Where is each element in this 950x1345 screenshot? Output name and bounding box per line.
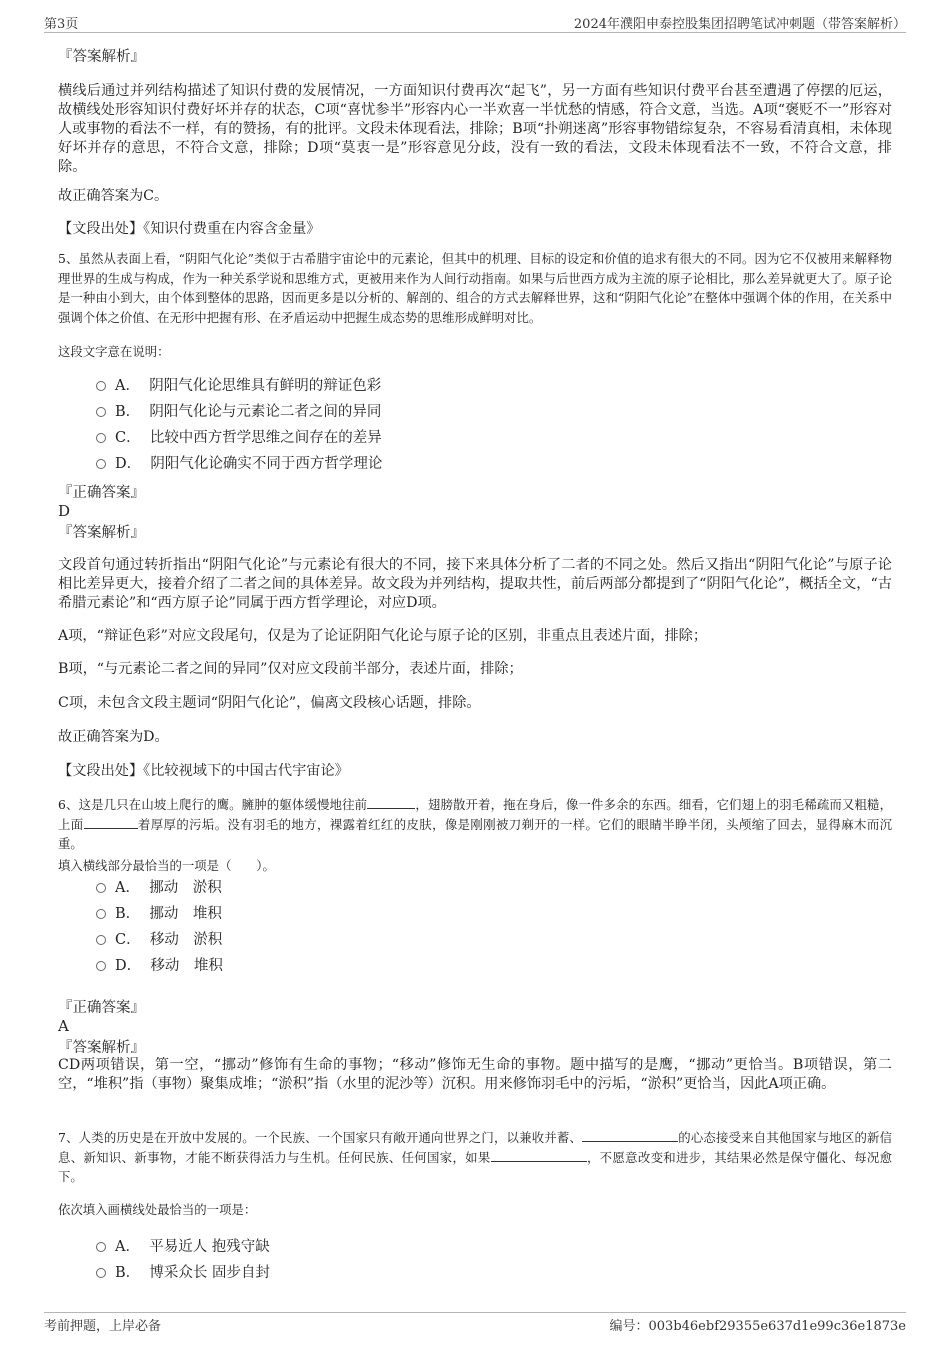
q4-conclusion: 故正确答案为C。: [58, 188, 169, 204]
q5-option-c-note: C项，未包含文段主题词“阴阳气化论”，偏离文段核心话题，排除。: [58, 695, 481, 711]
q5-analysis: 文段首句通过转折指出“阴阳气化论”与元素论有很大的不同，接下来具体分析了二者的不同之处。然后又指出“阴阳气化论”与原子论相比差异更大，接着介绍了二者之间的具体差异。故文段为并列结构，提取共性，前后两部分都提到了“阴阳气化论”，概括全文，“古希腊元素论”和“西方原子论”同属于西方哲学理论，对应D项。: [58, 557, 892, 611]
q6-stem: 填入横线部分最恰当的一项是（ ）。: [58, 858, 275, 873]
q7-option-a[interactable]: A． 平易近人 抱残守缺: [96, 1237, 270, 1257]
radio-icon[interactable]: [96, 909, 106, 919]
q7-option-b[interactable]: B． 博采众长 固步自封: [96, 1263, 270, 1283]
q5-stem: 这段文字意在说明：: [58, 344, 170, 359]
q5-text: 5、虽然从表面上看，“阴阳气化论”类似于古希腊宇宙论中的元素论，但其中的机理、目标的设定和价值的追求有很大的不同。因为它不仅被用来解释物理世界的生成与构成，作为一种关系学说和思维方式，更被用来作为人间行动指南。如果与后世西方成为主流的原子论相比，那么差异就更大了。原子论是一种由小到大，由个体到整体的思路，因而更多是以分析的、解剖的、组合的方式去解释世界，这和“阴阳气化论”在整体中强调个体的作用，在关系中强调个体之价值、在无形中把握有形、在矛盾运动中把握生成态势的思维形成鲜明对比。: [58, 251, 892, 325]
document-code: 编号：003b46ebf29355e637d1e99c36e1873e: [609, 1319, 906, 1334]
page-header: [44, 10, 906, 33]
blank-line: [582, 1129, 678, 1142]
q6-option-b[interactable]: B． 挪动 堆积: [96, 904, 222, 924]
q4-source: 【文段出处】《知识付费重在内容含金量》: [58, 221, 321, 237]
blank-line: [367, 796, 415, 809]
q5-analysis-label: 『答案解析』: [58, 525, 145, 541]
q5-correct-answer: D: [58, 502, 71, 520]
q5-correct-label: 『正确答案』: [58, 485, 145, 501]
q5-option-b[interactable]: B． 阴阳气化论与元素论二者之间的异同: [96, 402, 381, 422]
q6-option-a[interactable]: A． 挪动 淤积: [96, 878, 222, 898]
q4-analysis: 横线后通过并列结构描述了知识付费的发展情况，一方面知识付费再次“起飞”，另一方面有些知识付费平台甚至遭遇了停摆的厄运，故横线处形容知识付费好坏并存的状态，C项“喜忧参半”形容内心一半欢喜一半忧愁的情感，符合文意，当选。A项“褒贬不一”形容对人或事物的看法不一样，有的赞扬，有的批评。文段未体现看法，排除；B项“扑朔迷离”形容事物错综复杂，不容易看清真相，未体现好坏并存的意思，不符合文意，排除；D项“莫衷一是”形容意见分歧，没有一致的看法，文段未体现看法不一致，不符合文意，排除。: [58, 83, 892, 175]
radio-icon[interactable]: [96, 883, 106, 893]
q6-text: 6、这是几只在山坡上爬行的鹰。臃肿的躯体缓慢地往前 ，翅膀散开着，拖在身后，像一件多余的东西。细看，它们翅上的羽毛稀疏而又粗糙，上面 着厚厚的污垢。没有羽毛的地方，裸露着红红的皮肤，像是刚刚被刀剃开的一样。它们的眼睛半睁半闭，头颅缩了回去，显得麻木而沉重。: [58, 797, 893, 851]
q5-option-c[interactable]: C． 比较中西方哲学思维之间存在的差异: [96, 428, 382, 448]
radio-icon[interactable]: [96, 935, 106, 945]
q6-analysis: CD两项错误，第一空，“挪动”修饰有生命的事物；“移动”修饰无生命的事物。题中描写的是鹰，“挪动”更恰当。B项错误，第二空，“堆积”指（事物）聚集成堆；“淤积”指（水里的泥沙等）沉积。用来修饰羽毛中的污垢，“淤积”更恰当，因此A项正确。: [58, 1057, 892, 1092]
blank-line: [84, 816, 138, 829]
q5-conclusion: 故正确答案为D。: [58, 729, 169, 745]
q6-option-c[interactable]: C． 移动 淤积: [96, 930, 222, 950]
q5-option-a-note: A项，“辩证色彩”对应文段尾句，仅是为了论证阴阳气化论与原子论的区别，非重点且表述片面，排除；: [58, 628, 708, 644]
footer-slogan: 考前押题，上岸必备: [44, 1319, 162, 1334]
q6-option-d[interactable]: D． 移动 堆积: [96, 956, 223, 976]
radio-icon[interactable]: [96, 407, 106, 417]
page-footer: [44, 1312, 906, 1334]
blank-line: [491, 1149, 587, 1162]
q4-analysis-label: 『答案解析』: [58, 49, 145, 65]
radio-icon[interactable]: [96, 1268, 106, 1278]
q7-text: 7、人类的历史是在开放中发展的。一个民族、一个国家只有敞开通向世界之门，以兼收并蓄、 的心态接受来自其他国家与地区的新信息、新知识、新事物，才能不断获得活力与生机。任何民族、任何国家，如果 ，不愿意改变和进步，其结果必然是保守僵化、每况愈下。: [58, 1130, 893, 1184]
q6-analysis-label: 『答案解析』: [58, 1040, 145, 1056]
document-title: 2024年濮阳申泰控股集团招聘笔试冲刺题（带答案解析）: [573, 17, 906, 32]
q5-option-a[interactable]: A． 阴阳气化论思维具有鲜明的辩证色彩: [96, 376, 381, 396]
q7-stem: 依次填入画横线处最恰当的一项是：: [58, 1202, 257, 1217]
q6-correct-answer: A: [58, 1017, 69, 1035]
q6-correct-label: 『正确答案』: [58, 1000, 145, 1016]
radio-icon[interactable]: [96, 459, 106, 469]
radio-icon[interactable]: [96, 961, 106, 971]
page-number: 第3页: [44, 17, 79, 32]
radio-icon[interactable]: [96, 381, 106, 391]
q5-source: 【文段出处】《比较视域下的中国古代宇宙论》: [58, 763, 349, 779]
radio-icon[interactable]: [96, 433, 106, 443]
q5-option-b-note: B项，“与元素论二者之间的异同”仅对应文段前半部分，表述片面，排除；: [58, 661, 523, 677]
q5-option-d[interactable]: D． 阴阳气化论确实不同于西方哲学理论: [96, 454, 382, 474]
radio-icon[interactable]: [96, 1242, 106, 1252]
